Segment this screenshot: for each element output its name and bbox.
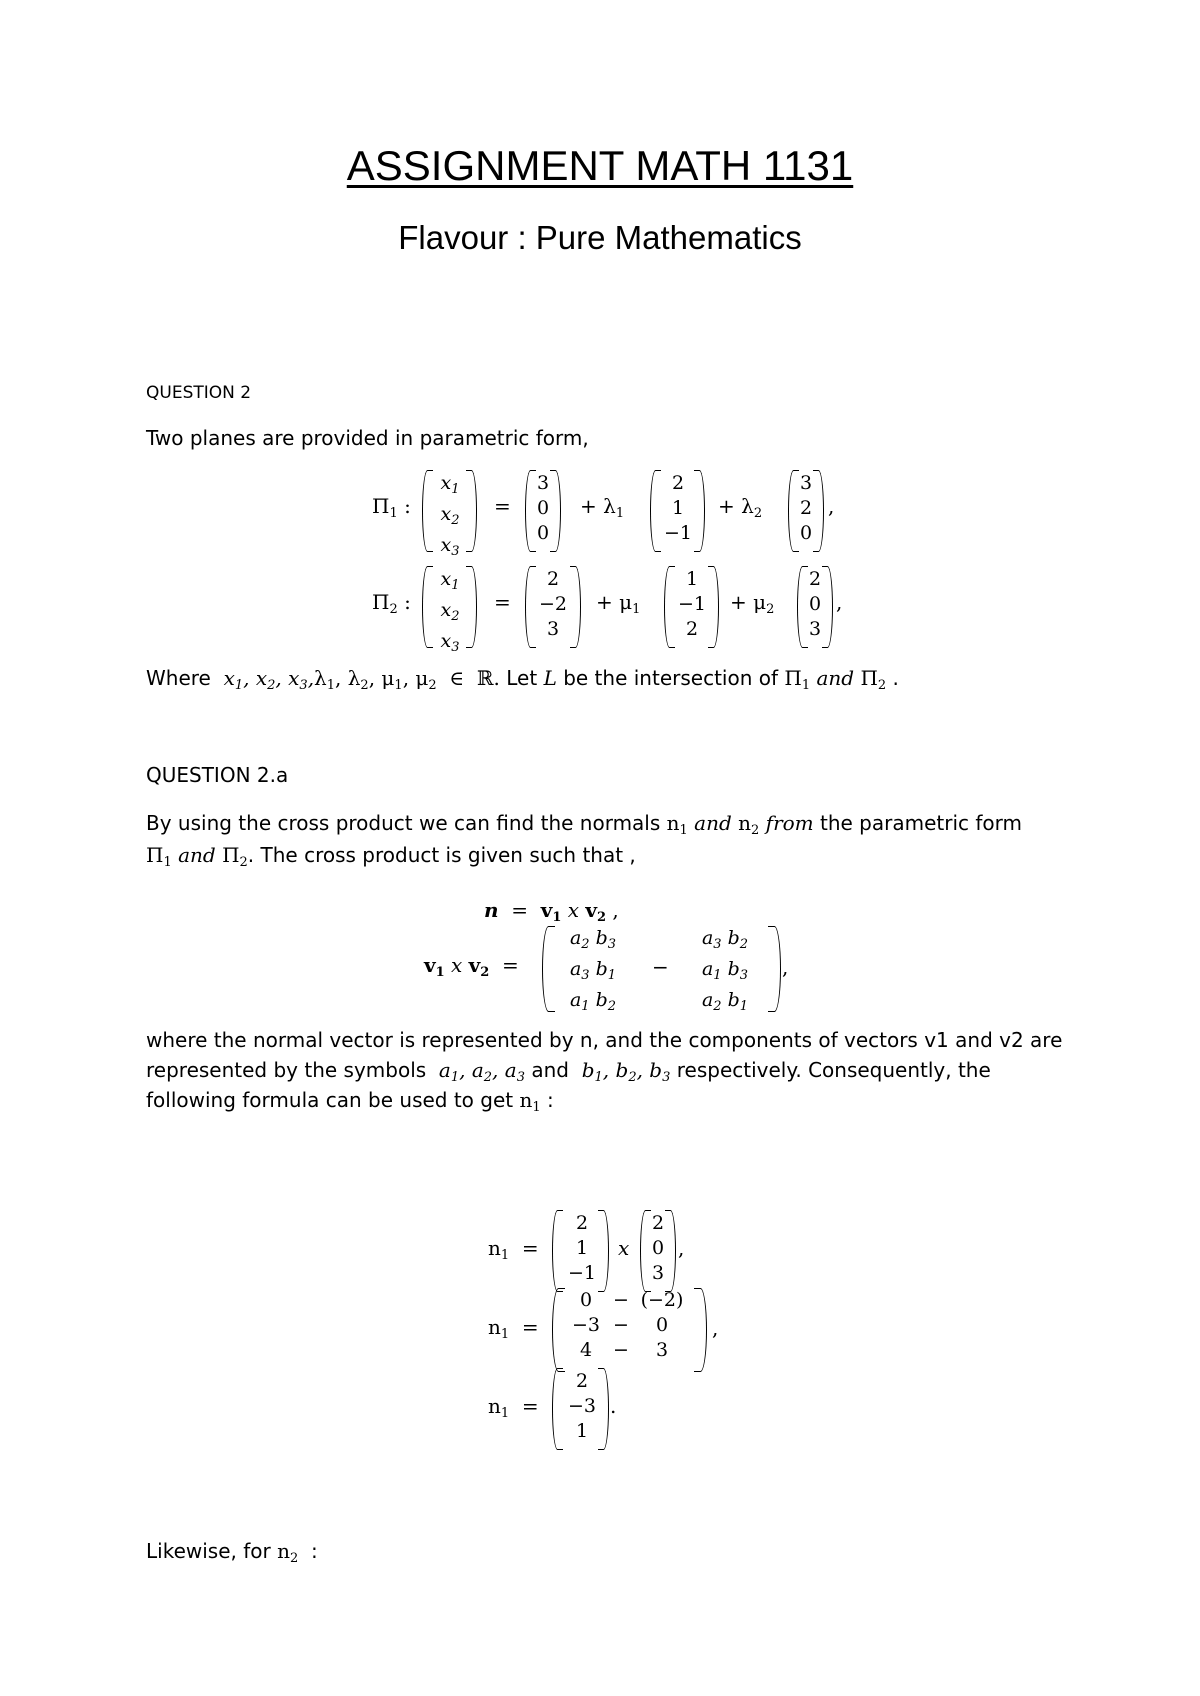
document-page: ASSIGNMENT MATH 1131 Flavour : Pure Mathematics QUESTION 2 Two planes are provided in parametric form, $\Pi_1$ : $x_1$ $x_2$ $x_3$ = 3 0 0 + $\lambda_1$ 2 1 −1 + $\lambda_2$ 3 2 0 , $\Pi_2$ : $x_1$ $x_2$ $x_3$ = 2 −2 3 + $\mu_1$ 1 −1 2 + $\mu_2$ 2 0 3 , Where $x_1$, $x_2$, $x_3,\lambda_1$, $\lambda_2$, $\mu_1$, $\mu_2$ ∈ ℝ. Let L be the intersection of $\Pi_1$ and $\Pi_2$ . QUESTION 2.a By using the cross product we can find the normals $n_1$ and $n_2$ from the parametric form $\Pi_1$ and $\Pi_2$. The cross product is given such that , $n = v_1$ x $v_2$ , $v_1$ x $v_2$ = $a_2$ $b_3$ $a_3$ $b_1$ $a_1$ $b_2$ − $a_3$ $b_2$ $a_1$ $b_3$ $a_2$ $b_1$ , where the normal vector is represented by n, and the components of vectors v1 and v2 are represented by the symbols $a_1$, $a_2$, $a_3$ and $b_1$, $b_2$, $b_3$ respectively. Consequently, the following formula can be used to get $n_1$ : $n_1$ = 2 1 −1 x 2 0 3 , $n_1$ = 0 −3 4 − − − (−2) 0 3 , $n_1$ = 2 −3 1 . Likewise, for $n_2$ : [0,0,1200,1696]
var-x1: $x_1$ [440,472,460,497]
cross-definition: $n = v_1$ x $v_2$ , [484,898,619,925]
intro-text: Two planes are provided in parametric form, [146,426,589,450]
part-a-line1: By using the cross product we can find the normals $n_1$ and $n_2$ from the parametric form [146,811,1023,838]
question-label: QUESTION 2 [146,383,252,403]
likewise-line: Likewise, for $n_2$ : [146,1539,318,1566]
where-line: Where $x_1$, $x_2$, $x_3,\lambda_1$, $\lambda_2$, $\mu_1$, $\mu_2$ ∈ ℝ. Let L be the intersection of $\Pi_1$ and $\Pi_2$ . [146,666,899,693]
page-title: ASSIGNMENT MATH 1131 [346,142,854,189]
page-subtitle: Flavour : Pure Mathematics [398,219,802,256]
para-line3: following formula can be used to get $n_1$ : [146,1088,554,1115]
para-line1: where the normal vector is represented by n, and the components of vectors v1 and v2 are [146,1028,1063,1052]
part-a-line2: $\Pi_1$ and $\Pi_2$. The cross product is given such that , [146,843,636,870]
part-a-label: QUESTION 2.a [146,763,289,787]
para-line2: represented by the symbols $a_1$, $a_2$, $a_3$ and $b_1$, $b_2$, $b_3$ respectively. Consequently, the [146,1058,991,1085]
